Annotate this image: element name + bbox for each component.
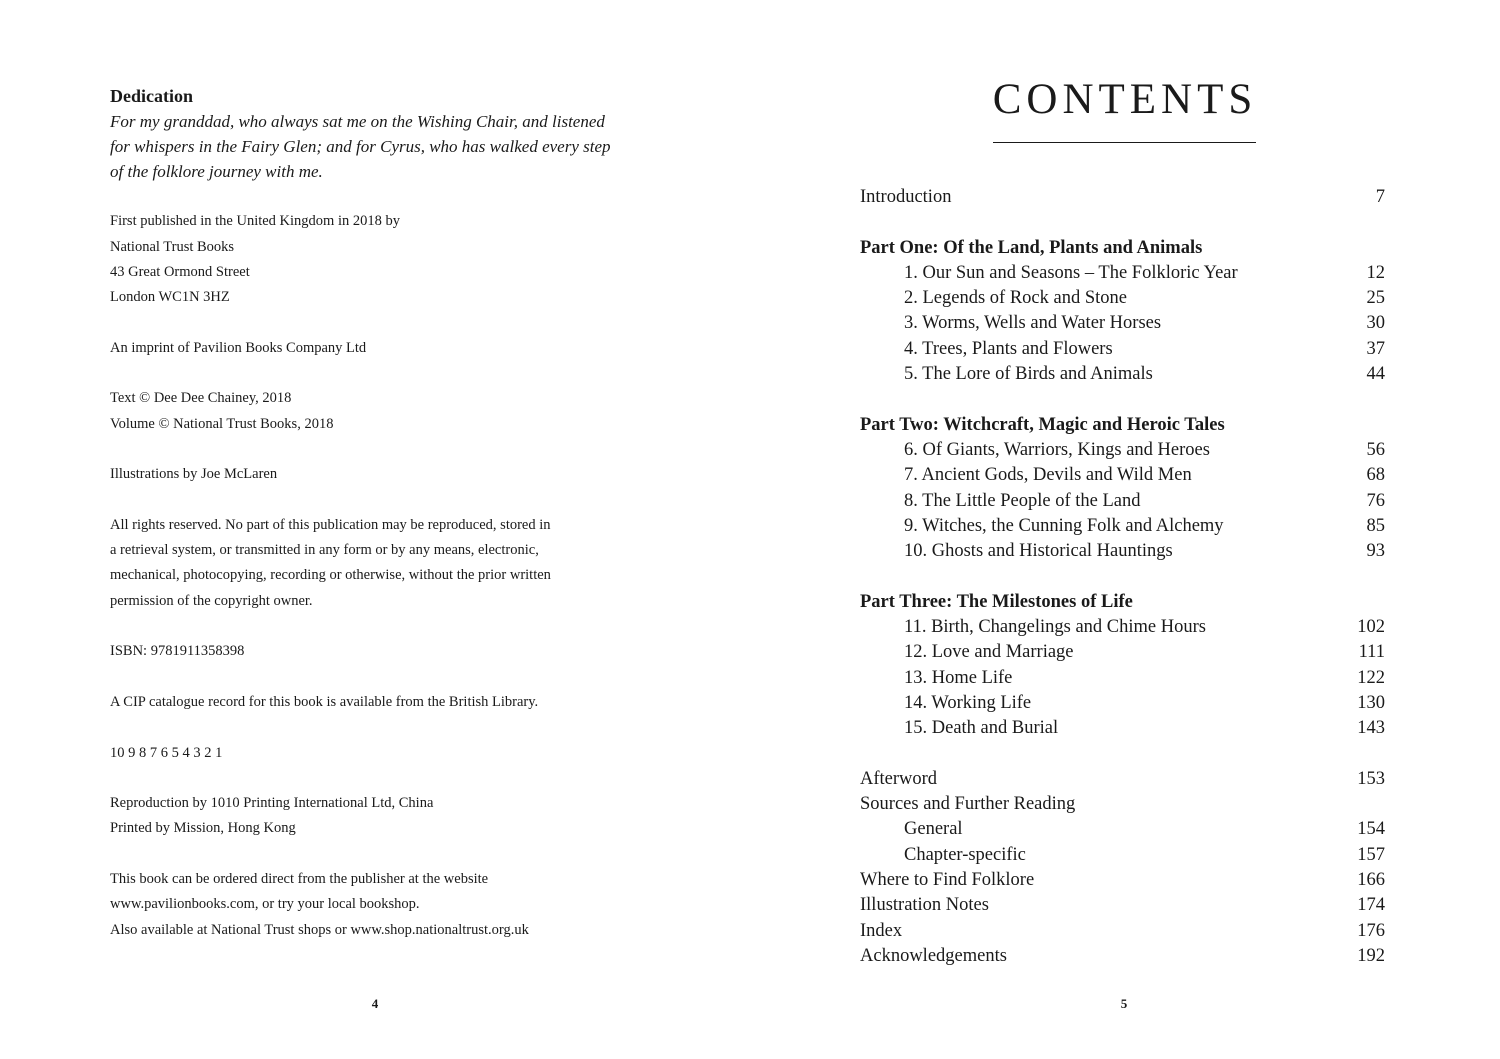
spacer <box>860 564 1385 589</box>
toc-entry-label: Illustration Notes <box>860 895 989 916</box>
toc-part-label: Part One: Of the Land, Plants and Animals <box>860 237 1203 258</box>
toc-part-heading[interactable] <box>860 590 1385 615</box>
toc-entry-page: 25 <box>1366 288 1385 309</box>
rights-line: a retrieval system, or transmitted in any form or by any means, electronic, <box>110 542 539 559</box>
toc-entry-page: 122 <box>1357 667 1385 688</box>
toc-entry-page: 12 <box>1366 262 1385 283</box>
toc-entry-sources-chapter[interactable] <box>860 843 1385 868</box>
toc-entry-label: 9. Witches, the Cunning Folk and Alchemy <box>904 515 1224 536</box>
toc-entry-label: General <box>904 819 963 840</box>
publisher-line: London WC1N 3HZ <box>110 289 230 306</box>
toc-entry-page: 30 <box>1366 313 1385 334</box>
publisher-line: First published in the United Kingdom in 2018 by <box>110 213 400 230</box>
toc-entry-page: 7 <box>1375 187 1385 207</box>
toc-entry-label: 12. Love and Marriage <box>904 642 1074 663</box>
toc-entry-chapter[interactable] <box>860 438 1385 463</box>
toc-entry-afterword[interactable] <box>860 767 1385 792</box>
spacer <box>110 437 650 462</box>
toc-entry-chapter[interactable] <box>860 463 1385 488</box>
isbn: ISBN: 9781911358398 <box>110 643 245 660</box>
toc-entry-page: 176 <box>1357 920 1385 941</box>
toc-entry-label: 4. Trees, Plants and Flowers <box>904 338 1113 359</box>
toc-entry-chapter[interactable] <box>860 489 1385 514</box>
spacer <box>110 310 650 335</box>
illustrations-credit: Illustrations by Joe McLaren <box>110 466 278 483</box>
toc-entry-label: 10. Ghosts and Historical Hauntings <box>904 541 1173 562</box>
print-run: 10 9 8 7 6 5 4 3 2 1 <box>110 744 223 761</box>
toc-entry-chapter[interactable] <box>860 337 1385 362</box>
imprint-line: An imprint of Pavilion Books Company Ltd <box>110 339 367 356</box>
toc-entry-label: 1. Our Sun and Seasons – The Folkloric Year <box>904 262 1238 283</box>
toc-entry-chapter[interactable] <box>860 362 1385 387</box>
toc-part-heading[interactable] <box>860 236 1385 261</box>
spacer <box>110 361 650 386</box>
toc-entry-label: Afterword <box>860 768 938 789</box>
spacer <box>110 488 650 513</box>
toc-entry-chapter[interactable] <box>860 666 1385 691</box>
toc-entry-page: 76 <box>1366 490 1385 511</box>
toc-entry-chapter[interactable] <box>860 539 1385 564</box>
dedication-heading: Dedication <box>110 86 193 106</box>
toc-entry-chapter[interactable] <box>860 261 1385 286</box>
spacer <box>110 842 650 867</box>
cip-record: A CIP catalogue record for this book is available from the British Library. <box>110 693 539 710</box>
spacer <box>860 210 1385 235</box>
order-line: www.pavilionbooks.com, or try your local bookshop. <box>110 896 420 913</box>
spacer <box>110 614 650 639</box>
toc-entry-chapter[interactable] <box>860 286 1385 311</box>
toc-entry-label: 7. Ancient Gods, Devils and Wild Men <box>904 465 1192 486</box>
toc-entry-label: 5. The Lore of Birds and Animals <box>904 364 1153 385</box>
toc-entry-page: 85 <box>1366 515 1385 536</box>
toc-entry-acknowledgements[interactable] <box>860 944 1385 969</box>
spacer <box>860 387 1385 412</box>
toc-entry-page: 102 <box>1357 617 1385 638</box>
dedication-line: of the folklore journey with me. <box>110 162 323 181</box>
dedication-line: For my granddad, who always sat me on the Wishing Chair, and listened <box>110 112 605 131</box>
toc-entry-chapter[interactable] <box>860 691 1385 716</box>
toc-entry-label: 3. Worms, Wells and Water Horses <box>904 313 1162 334</box>
toc-entry-page: 143 <box>1357 718 1385 739</box>
spacer <box>110 766 650 791</box>
toc-entry-illustration-notes[interactable] <box>860 893 1385 918</box>
imprint-page <box>110 84 650 943</box>
toc-entry-page: 68 <box>1366 465 1385 486</box>
printing-line: Printed by Mission, Hong Kong <box>110 820 296 837</box>
toc-entry-page: 44 <box>1366 364 1385 385</box>
toc-part-heading[interactable] <box>860 413 1385 438</box>
order-line: Also available at National Trust shops or www.shop.nationaltrust.org.uk <box>110 921 529 938</box>
page-number: 4 <box>371 996 379 1011</box>
rights-line: permission of the copyright owner. <box>110 592 313 609</box>
toc-part-label: Part Two: Witchcraft, Magic and Heroic Tales <box>860 414 1225 435</box>
copyright-line: Volume © National Trust Books, 2018 <box>110 415 334 432</box>
toc-entry-chapter[interactable] <box>860 311 1385 336</box>
toc-entry-page: 111 <box>1358 642 1385 663</box>
toc-entry-chapter[interactable] <box>860 716 1385 741</box>
toc-entry-index[interactable] <box>860 919 1385 944</box>
order-line: This book can be ordered direct from the publisher at the website <box>110 871 489 888</box>
spacer <box>110 715 650 740</box>
toc-entry-page: 154 <box>1357 819 1385 840</box>
rights-line: All rights reserved. No part of this publication may be reproduced, stored in <box>110 516 551 533</box>
toc-entry-label: 14. Working Life <box>904 692 1032 713</box>
toc-entry-page: 174 <box>1357 895 1385 916</box>
toc-entry-label: Sources and Further Reading <box>860 794 1076 815</box>
toc-entry-page: 166 <box>1357 870 1385 891</box>
toc-entry-where-to-find[interactable] <box>860 868 1385 893</box>
toc-entry-label: Acknowledgements <box>860 945 1007 966</box>
toc-entry-page: 157 <box>1357 844 1385 865</box>
toc-part-label: Part Three: The Milestones of Life <box>860 591 1133 612</box>
title-divider <box>993 142 1256 143</box>
toc-entry-introduction[interactable] <box>860 185 1385 210</box>
toc-entry-sources-general[interactable] <box>860 817 1385 842</box>
publisher-line: National Trust Books <box>110 238 235 255</box>
toc-entry-label: 8. The Little People of the Land <box>904 490 1141 511</box>
dedication-line: for whispers in the Fairy Glen; and for Cyrus, who has walked every step <box>110 137 611 156</box>
page-number: 5 <box>1120 996 1128 1011</box>
toc-entry-label: 11. Birth, Changelings and Chime Hours <box>904 617 1206 638</box>
toc-entry-chapter[interactable] <box>860 640 1385 665</box>
toc-entry-page: 130 <box>1357 692 1385 713</box>
right-page <box>750 0 1500 1059</box>
toc-entry-sources[interactable] <box>860 792 1385 817</box>
spacer <box>860 742 1385 767</box>
publisher-line: 43 Great Ormond Street <box>110 263 250 280</box>
toc-entry-chapter[interactable] <box>860 514 1385 539</box>
printing-line: Reproduction by 1010 Printing International Ltd, China <box>110 795 434 812</box>
contents-title: CONTENTS <box>992 76 1258 123</box>
copyright-line: Text © Dee Dee Chainey, 2018 <box>110 390 292 407</box>
toc-entry-label: Index <box>860 920 903 941</box>
toc-entry-page: 153 <box>1357 768 1385 789</box>
toc-entry-label: Where to Find Folklore <box>860 870 1035 891</box>
rights-line: mechanical, photocopying, recording or otherwise, without the prior written <box>110 567 551 584</box>
toc-entry-page: 37 <box>1366 338 1385 359</box>
toc-entry-page: 56 <box>1366 439 1385 460</box>
toc-entry-label: 2. Legends of Rock and Stone <box>904 288 1127 309</box>
toc-entry-label: Introduction <box>860 187 952 207</box>
toc-entry-label: 6. Of Giants, Warriors, Kings and Heroes <box>904 439 1210 460</box>
table-of-contents <box>860 185 1385 969</box>
toc-entry-label: Chapter-specific <box>904 844 1026 865</box>
spacer <box>110 665 650 690</box>
toc-entry-page: 192 <box>1357 945 1385 966</box>
toc-entry-page: 93 <box>1366 541 1385 562</box>
toc-entry-label: 15. Death and Burial <box>904 718 1059 739</box>
toc-entry-label: 13. Home Life <box>904 667 1013 688</box>
spacer <box>110 184 650 209</box>
toc-entry-chapter[interactable] <box>860 615 1385 640</box>
